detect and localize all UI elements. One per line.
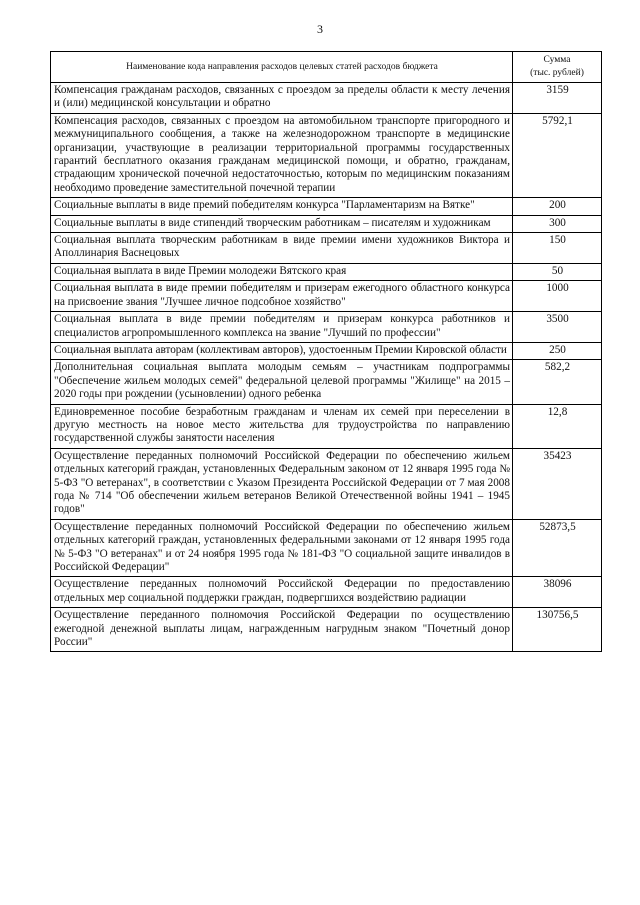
budget-table [50,51,602,652]
table-row [51,312,602,343]
expense-sum-cell: 582,2 [513,360,602,404]
column-header-sum [513,52,602,83]
expense-name-cell: Социальная выплата в виде премии победителям и призерам конкурса работников и специалистов агропромышленного комплекса на звание "Лучший по профессии" [51,312,513,343]
expense-name-cell: Компенсация гражданам расходов, связанных с проездом за пределы области к месту лечения и (или) медицинской консультации и обратно [51,83,513,114]
expense-name-cell: Социальные выплаты в виде стипендий творческим работникам – писателям и художникам [51,215,513,232]
table-row [51,113,602,197]
table-row [51,342,602,359]
column-header-sum-unit: (тыс. рублей) [530,68,584,78]
expense-sum-cell: 38096 [513,577,602,608]
table-row [51,577,602,608]
expense-sum-cell: 35423 [513,448,602,519]
expense-sum-cell: 3159 [513,83,602,114]
expense-sum-cell: 150 [513,233,602,264]
expense-name-cell: Осуществление переданных полномочий Российской Федерации по предоставлению отдельных мер социальной поддержки граждан, подвергшихся воздействию радиации [51,577,513,608]
table-row [51,215,602,232]
expense-sum-cell: 5792,1 [513,113,602,197]
expense-sum-cell: 130756,5 [513,608,602,652]
expense-sum-cell: 3500 [513,312,602,343]
expense-name-cell: Социальная выплата в виде премии победителям и призерам ежегодного областного конкурса на присвоение звания "Лучшее личное подсобное хозяйство" [51,281,513,312]
expense-sum-cell: 1000 [513,281,602,312]
table-row [51,519,602,577]
expense-name-cell: Социальная выплата авторам (коллективам авторов), удостоенным Премии Кировской области [51,342,513,359]
expense-name-cell: Осуществление переданных полномочий Российской Федерации по обеспечению жильем отдельных категорий граждан, установленных Федеральным законом от 12 января 1995 года № 5-ФЗ "О ветеранах", в соответствии с Указом Президента Российской Федерации от 7 мая 2008 года № 714 "Об обеспечении жильем ветеранов Великой Отечественной войны 1941 – 1945 годов" [51,448,513,519]
column-header-sum-title: Сумма [543,55,571,65]
expense-name-cell: Компенсация расходов, связанных с проездом на автомобильном транспорте пригородного и межмуниципального сообщения, а также на железнодорожном транспорте в медицинские организации, участвующие в реализации территориальной программы государственных гарантий бесплатного оказания гражданам медицинской помощи, и обратно, гражданам, страдающим хронической почечной недостаточностью, которым по медицинским показаниям необходимо проведение заместительной почечной терапии [51,113,513,197]
table-row [51,448,602,519]
expense-name-cell: Единовременное пособие безработным гражданам и членам их семей при переселении в другую местность на новое место жительства для трудоустройства по направлению государственной службы занятости населения [51,404,513,448]
column-header-name: Наименование кода направления расходов целевых статей расходов бюджета [51,52,513,83]
expense-name-cell: Социальная выплата в виде Премии молодежи Вятского края [51,263,513,280]
table-row [51,263,602,280]
table-header-row [51,52,602,83]
expense-sum-cell: 200 [513,198,602,215]
table-row [51,608,602,652]
page-number: 3 [317,22,323,36]
expense-sum-cell: 52873,5 [513,519,602,577]
table-row [51,281,602,312]
table-row [51,233,602,264]
table-row [51,360,602,404]
expense-sum-cell: 50 [513,263,602,280]
expense-name-cell: Дополнительная социальная выплата молодым семьям – участникам подпрограммы "Обеспечение жильем молодых семей" федеральной целевой программы "Жилище" на 2015 – 2020 годы при рождении (усыновлении) одного ребенка [51,360,513,404]
table-row [51,83,602,114]
table-row [51,198,602,215]
expense-sum-cell: 12,8 [513,404,602,448]
expense-name-cell: Осуществление переданных полномочий Российской Федерации по обеспечению жильем отдельных категорий граждан, установленных федеральными законами от 12 января 1995 года № 5-ФЗ "О ветеранах" и от 24 ноября 1995 года № 181-ФЗ "О социальной защите инвалидов в Российской Федерации" [51,519,513,577]
expense-sum-cell: 300 [513,215,602,232]
expense-name-cell: Социальная выплата творческим работникам в виде премии имени художников Виктора и Аполлинария Васнецовых [51,233,513,264]
expense-name-cell: Осуществление переданного полномочия Российской Федерации по осуществлению ежегодной денежной выплаты лицам, награжденным нагрудным знаком "Почетный донор России" [51,608,513,652]
table-row [51,404,602,448]
expense-name-cell: Социальные выплаты в виде премий победителям конкурса "Парламентаризм на Вятке" [51,198,513,215]
expense-sum-cell: 250 [513,342,602,359]
